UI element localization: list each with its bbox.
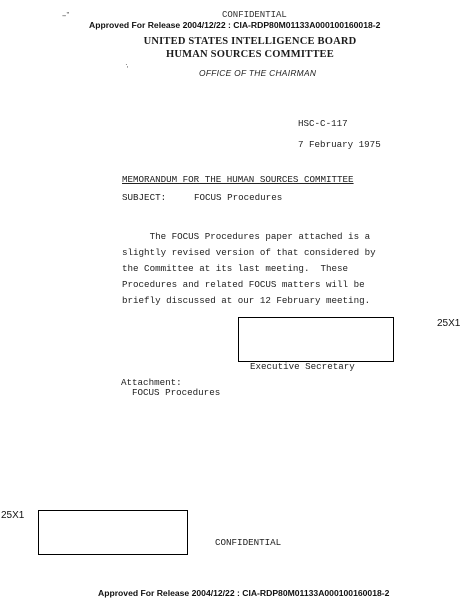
redaction-code-left: 25X1 bbox=[1, 510, 25, 521]
classification-bottom: CONFIDENTIAL bbox=[215, 537, 282, 548]
attachment-label: Attachment: bbox=[121, 377, 182, 388]
letterhead-office: OFFICE OF THE CHAIRMAN bbox=[199, 68, 317, 78]
classification-top: CONFIDENTIAL bbox=[222, 10, 287, 20]
letterhead-board: UNITED STATES INTELLIGENCE BOARD bbox=[143, 36, 357, 47]
redaction-code-right: 25X1 bbox=[437, 318, 461, 329]
memo-body bbox=[122, 229, 376, 309]
reference-number: HSC-C-117 bbox=[298, 118, 348, 129]
release-header: Approved For Release 2004/12/22 : CIA-RDP80M01133A000100160018-2 bbox=[89, 20, 381, 30]
signature-title: Executive Secretary bbox=[250, 361, 355, 372]
letterhead-committee: HUMAN SOURCES COMMITTEE bbox=[166, 49, 334, 60]
body-line: Procedures and related FOCUS matters will be bbox=[122, 279, 365, 290]
body-line: The FOCUS Procedures paper attached is a bbox=[122, 231, 371, 242]
body-line: the Committee at its last meeting. These bbox=[122, 263, 349, 274]
subject-label: SUBJECT: bbox=[122, 192, 167, 203]
body-line: slightly revised version of that considered by bbox=[122, 247, 376, 258]
scan-mark-2: ·‚ bbox=[125, 60, 128, 69]
release-footer: Approved For Release 2004/12/22 : CIA-RDP80M01133A000100160018-2 bbox=[98, 588, 390, 598]
attachment-item: FOCUS Procedures bbox=[132, 387, 221, 398]
signature-redaction-box bbox=[238, 317, 394, 362]
memo-addressee: MEMORANDUM FOR THE HUMAN SOURCES COMMITTEE bbox=[122, 174, 354, 185]
body-line: briefly discussed at our 12 February meeting. bbox=[122, 295, 371, 306]
subject-value: FOCUS Procedures bbox=[194, 192, 283, 203]
footer-redaction-box bbox=[38, 510, 188, 555]
scan-mark: -- ” bbox=[62, 11, 69, 20]
memo-date: 7 February 1975 bbox=[298, 139, 381, 150]
